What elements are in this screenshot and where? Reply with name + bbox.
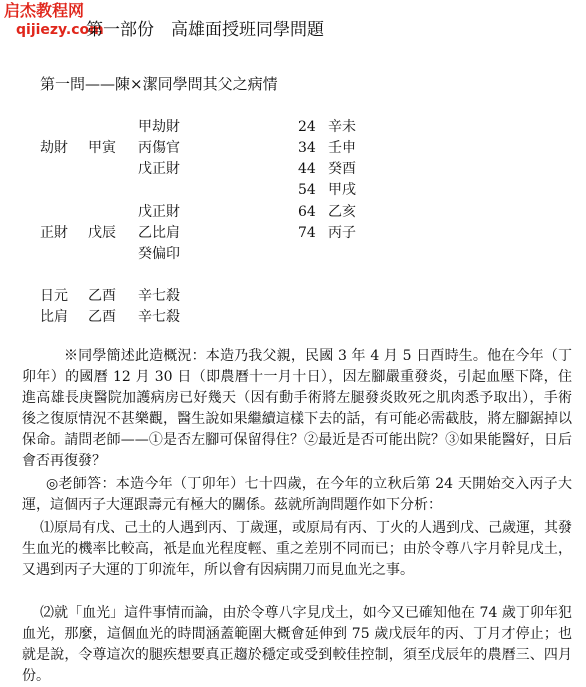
luck-pillar: 乙亥: [328, 204, 356, 220]
luck-pillar: 甲戌: [328, 182, 356, 198]
hidden-stem: 戊正財: [138, 204, 180, 220]
question-title: 第一問——陳×潔同學問其父之病情: [40, 75, 278, 93]
pillar-stem-branch: 戊辰: [88, 225, 116, 241]
paragraph-analysis-1: ⑴原局有戊、己土的人遇到丙、丁歲運，或原局有丙、丁火的人遇到戊、己歲運，其發生血光的機率比較高，衹是血光程度輕、重之差別不同而已；由於令尊八字月幹見戊土，又遇到丙子大運的丁卯流年，所以會有因病開刀而見血光之事。: [22, 520, 572, 578]
hidden-stem: 戊正財: [138, 161, 180, 177]
page-title: 第一部份 高雄面授班同學問題: [86, 20, 324, 40]
hidden-stem: 乙比肩: [138, 225, 180, 241]
luck-age: 44: [298, 161, 316, 177]
pillar-label: 日元: [40, 288, 68, 304]
hidden-stem: 甲劫財: [138, 119, 180, 135]
watermark-site-name: 启杰教程网: [4, 1, 85, 20]
luck-age: 64: [298, 204, 316, 220]
paragraph-teacher-answer: ◎老師答：本造今年（丁卯年）七十四歲，在今年的立秋后第 24 天開始交入丙子大運，這個丙子大運跟壽元有極大的關係。茲就所詢問題作如下分析：: [22, 476, 572, 513]
hidden-stem: 辛七殺: [138, 309, 180, 325]
hidden-stem: 丙傷官: [138, 140, 180, 156]
paragraph-analysis-2: ⑵就「血光」這件事情而論，由於令尊八字見戊土，如今又已確知他在 74 歲丁卯年犯血光，那麼，這個血光的時間涵蓋範圍大概會延伸到 75 歲戊辰年的丙、丁月才停止；也就是說，令尊這次的腿疾想要真正趨於穩定或受到較佳控制，須至戊辰年的農曆三、四月份。: [22, 605, 572, 684]
pillar-label: 劫財: [40, 140, 68, 156]
luck-age: 24: [298, 119, 316, 135]
luck-age: 54: [298, 182, 316, 198]
luck-age: 74: [298, 225, 316, 241]
watermark-site-url: qijiezy.com: [16, 22, 104, 38]
hidden-stem: 癸偏印: [138, 246, 180, 262]
luck-pillar: 辛未: [328, 119, 356, 135]
luck-pillar: 癸酉: [328, 161, 356, 177]
luck-pillar: 丙子: [328, 225, 356, 241]
luck-age: 34: [298, 140, 316, 156]
pillar-label: 比肩: [40, 309, 68, 325]
luck-pillar: 壬申: [328, 140, 356, 156]
hidden-stem: 辛七殺: [138, 288, 180, 304]
pillar-stem-branch: 乙酉: [88, 288, 116, 304]
paragraph-student-summary: ※同學簡述此造概況：本造乃我父親，民國 3 年 4 月 5 日酉時生。他在今年（丁卯年）的國曆 12 月 30 日（即農曆十一月十日），因左腳嚴重發炎，引起血壓下降，住進高雄長庚醫院加護病房已好幾天（因有動手術將左腿發炎敗死之肌肉悉予取出），手術後之復原情況不甚樂觀，醫生說如果繼續這樣下去的話，有可能必需截肢，將左腳鋸掉以保命。請問老師——①是否左腳可保留得住？②最近是否可能出院？③如果能醫好，日后會否再復發？: [22, 348, 572, 469]
pillar-label: 正財: [40, 225, 68, 241]
pillar-stem-branch: 乙酉: [88, 309, 116, 325]
pillar-stem-branch: 甲寅: [88, 140, 116, 156]
